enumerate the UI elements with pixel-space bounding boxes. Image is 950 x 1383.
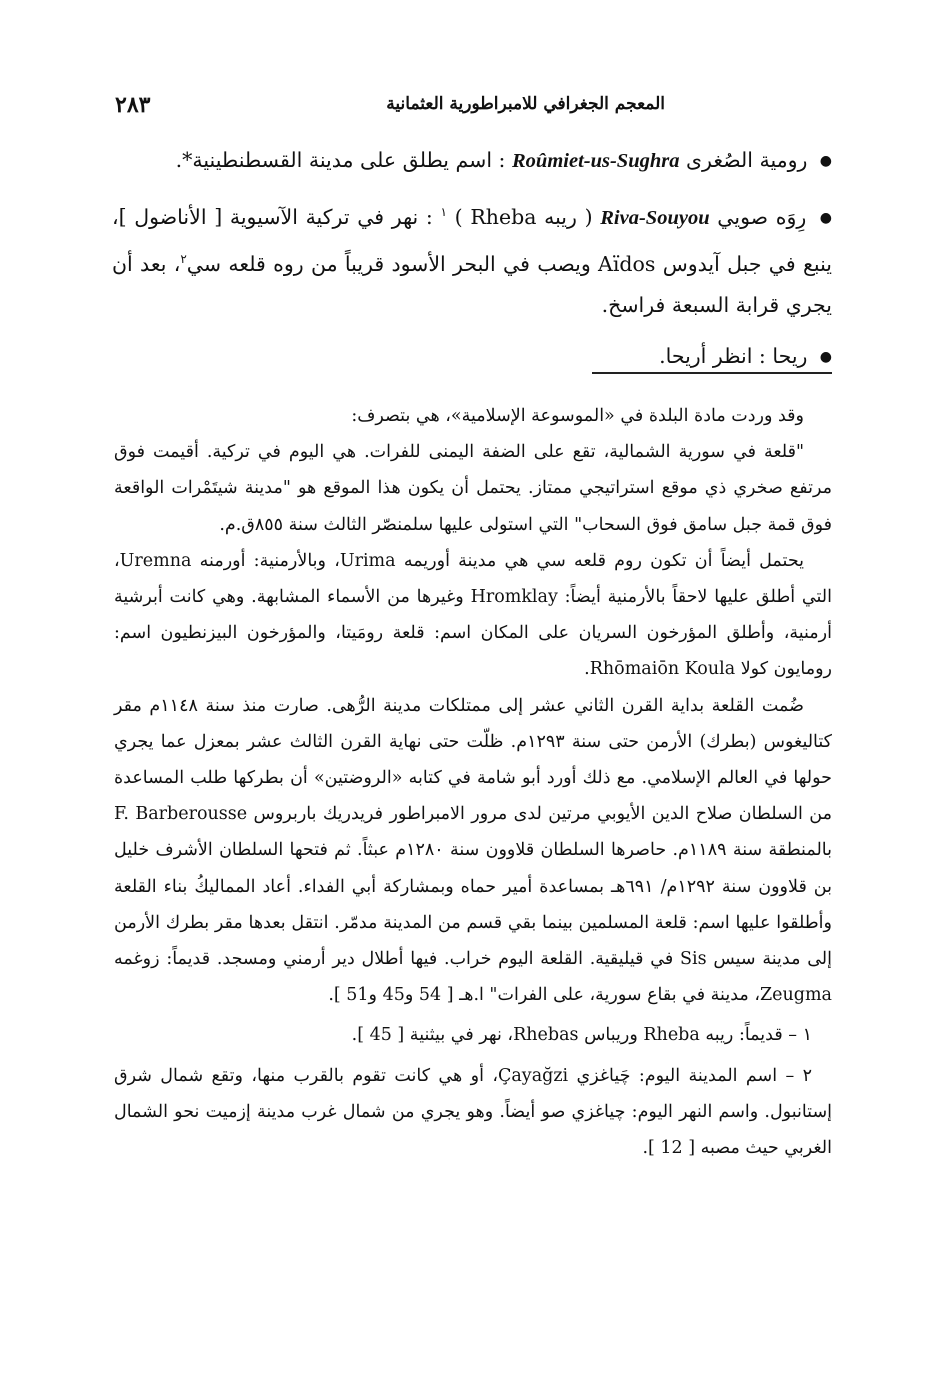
footnote-note-1: ١ – قديماً: ريبه Rheba وريباس Rhebas، نهر في بيثنية [ 45 ]. [351, 1025, 812, 1046]
entry-roumiet [112, 140, 832, 182]
entry-head: رومية الصُغرى [686, 148, 808, 172]
footnote-paragraph: "قلعة في سورية الشمالية، تقع على الضفة اليمنى للفرات. هي اليوم في تركية. أقيمت فوق مرتفع صخري ذي موقع استراتيجي ممتاز. يحتمل أن يكون هذا الموقع هو "مدينة شيتَمْرات الواقعة فوق قمة جبل سامق فوق السحاب" التي استولى عليها سلمنصّر الثالث سنة ٨٥٥ق.م. [114, 442, 832, 535]
bullet-icon: ● [819, 209, 832, 226]
entry-body: ، بعد أن يجري قرابة السبعة فراسخ. [112, 251, 832, 317]
entry-riva-souyou [112, 192, 832, 326]
entry-alt-name: ( ريبه Rheba ) [454, 204, 593, 229]
footnotes-section [114, 398, 832, 1166]
bullet-icon: ● [819, 153, 832, 169]
footnote-ref: ٢ [180, 251, 187, 266]
page-number: ٢٨٣ [115, 92, 151, 118]
entry-body: : نهر في تركية الآسيوية [ الأناضول ]، [112, 204, 433, 229]
footnote-ref: ١ [440, 205, 447, 219]
entries-list [112, 140, 832, 388]
running-title: المعجم الجغرافي للامبراطورية العثمانية [386, 94, 665, 114]
entry-body: : اسم يطلق على مدينة القسطنطينية*. [175, 148, 506, 172]
footnote-paragraph: يحتمل أيضاً أن تكون روم قلعه سي هي مدينة أوريمه Urima، وبالأرمنية: أورمنه Uremna، التي أطلق عليها لاحقاً بالأرمنية أيضاً: Hromklay وغيرها من الأسماء المشابهة. وهي كانت أبرشية أرمنية، وأطلق المؤرخون السريان على المكان اسم: قلعة رومَيتا، والمؤرخون البيزنطيون اسم: رومايون كولا Rhōmaiōn Koula. [114, 550, 832, 680]
entry-head: ريحا [772, 343, 808, 368]
footnote-note-2: ٢ – اسم المدينة اليوم: چَياغزي Çayağzi، أو هي كانت تقوم بالقرب منها، وتقع شمال شرق إستانبول. واسم النهر اليوم: چياغزي صو أيضاً. وهو يجري من شمال غرب مدينة إزميت نحو الشمال الغربي حيث مصبه [ 12 ]. [114, 1065, 832, 1159]
entry-head: رِوَه صويي [717, 204, 807, 229]
footnote-paragraph: وقد وردت مادة البلدة في «الموسوعة الإسلامية»، هي بتصرف: [351, 406, 804, 426]
entry-body: ينبع في جبل آيدوس Aïdos ويصب في البحر الأسود قريباً من روه قلعه سي [186, 251, 832, 276]
page-header [115, 92, 835, 122]
entry-body: : انظر أريحا. [659, 343, 766, 368]
footnote-paragraph: ضُمت القلعة بداية القرن الثاني عشر إلى ممتلكات مدينة الرُّهى. صارت منذ سنة ١١٤٨م مقر كتاليغوس (بطرك) الأرمن حتى سنة ١٢٩٣م. ظلّت حتى نهاية القرن الثالث عشر بمعزل عما يجري حولها في العالم الإسلامي. مع ذلك أورد أبو شامة في كتابه «الروضتين» أن بطركها طلب المساعدة من السلطان صلاح الدين الأيوبي مرتين لدى مرور الامبراطور فريدريك باربروس F. Barberousse بالمنطقة سنة ١١٨٩م. حاصرها السلطان قلاوون سنة ١٢٨٠م عبثاً. ثم فتحها السلطان الأشرف خليل بن قلاوون سنة ١٢٩٢م/ ٦٩١هـ بمساعدة أمير حماه وبمشاركة أبي الفداء. أعاد المماليكُ بناء القلعة وأطلقوا عليها اسم: قلعة المسلمين بينما بقي قسم من المدينة مدمّر. انتقل بعدها مقر بطرك الأرمن إلى مدينة سيس Sis في قيليقية. القلعة اليوم خراب. فيها أطلال دير أرمني ومسجد. قديماً: زوغمه Zeugma، مدينة في بقاع سورية، على الفرات" ا.هـ [ 54 و45 و51 ]. [114, 695, 833, 1006]
bullet-icon: ● [819, 348, 832, 365]
footnote-divider [592, 372, 832, 374]
entry-latin: Roûmiet-us-Sughra [512, 150, 680, 172]
entry-latin: Riva-Souyou [600, 206, 710, 229]
